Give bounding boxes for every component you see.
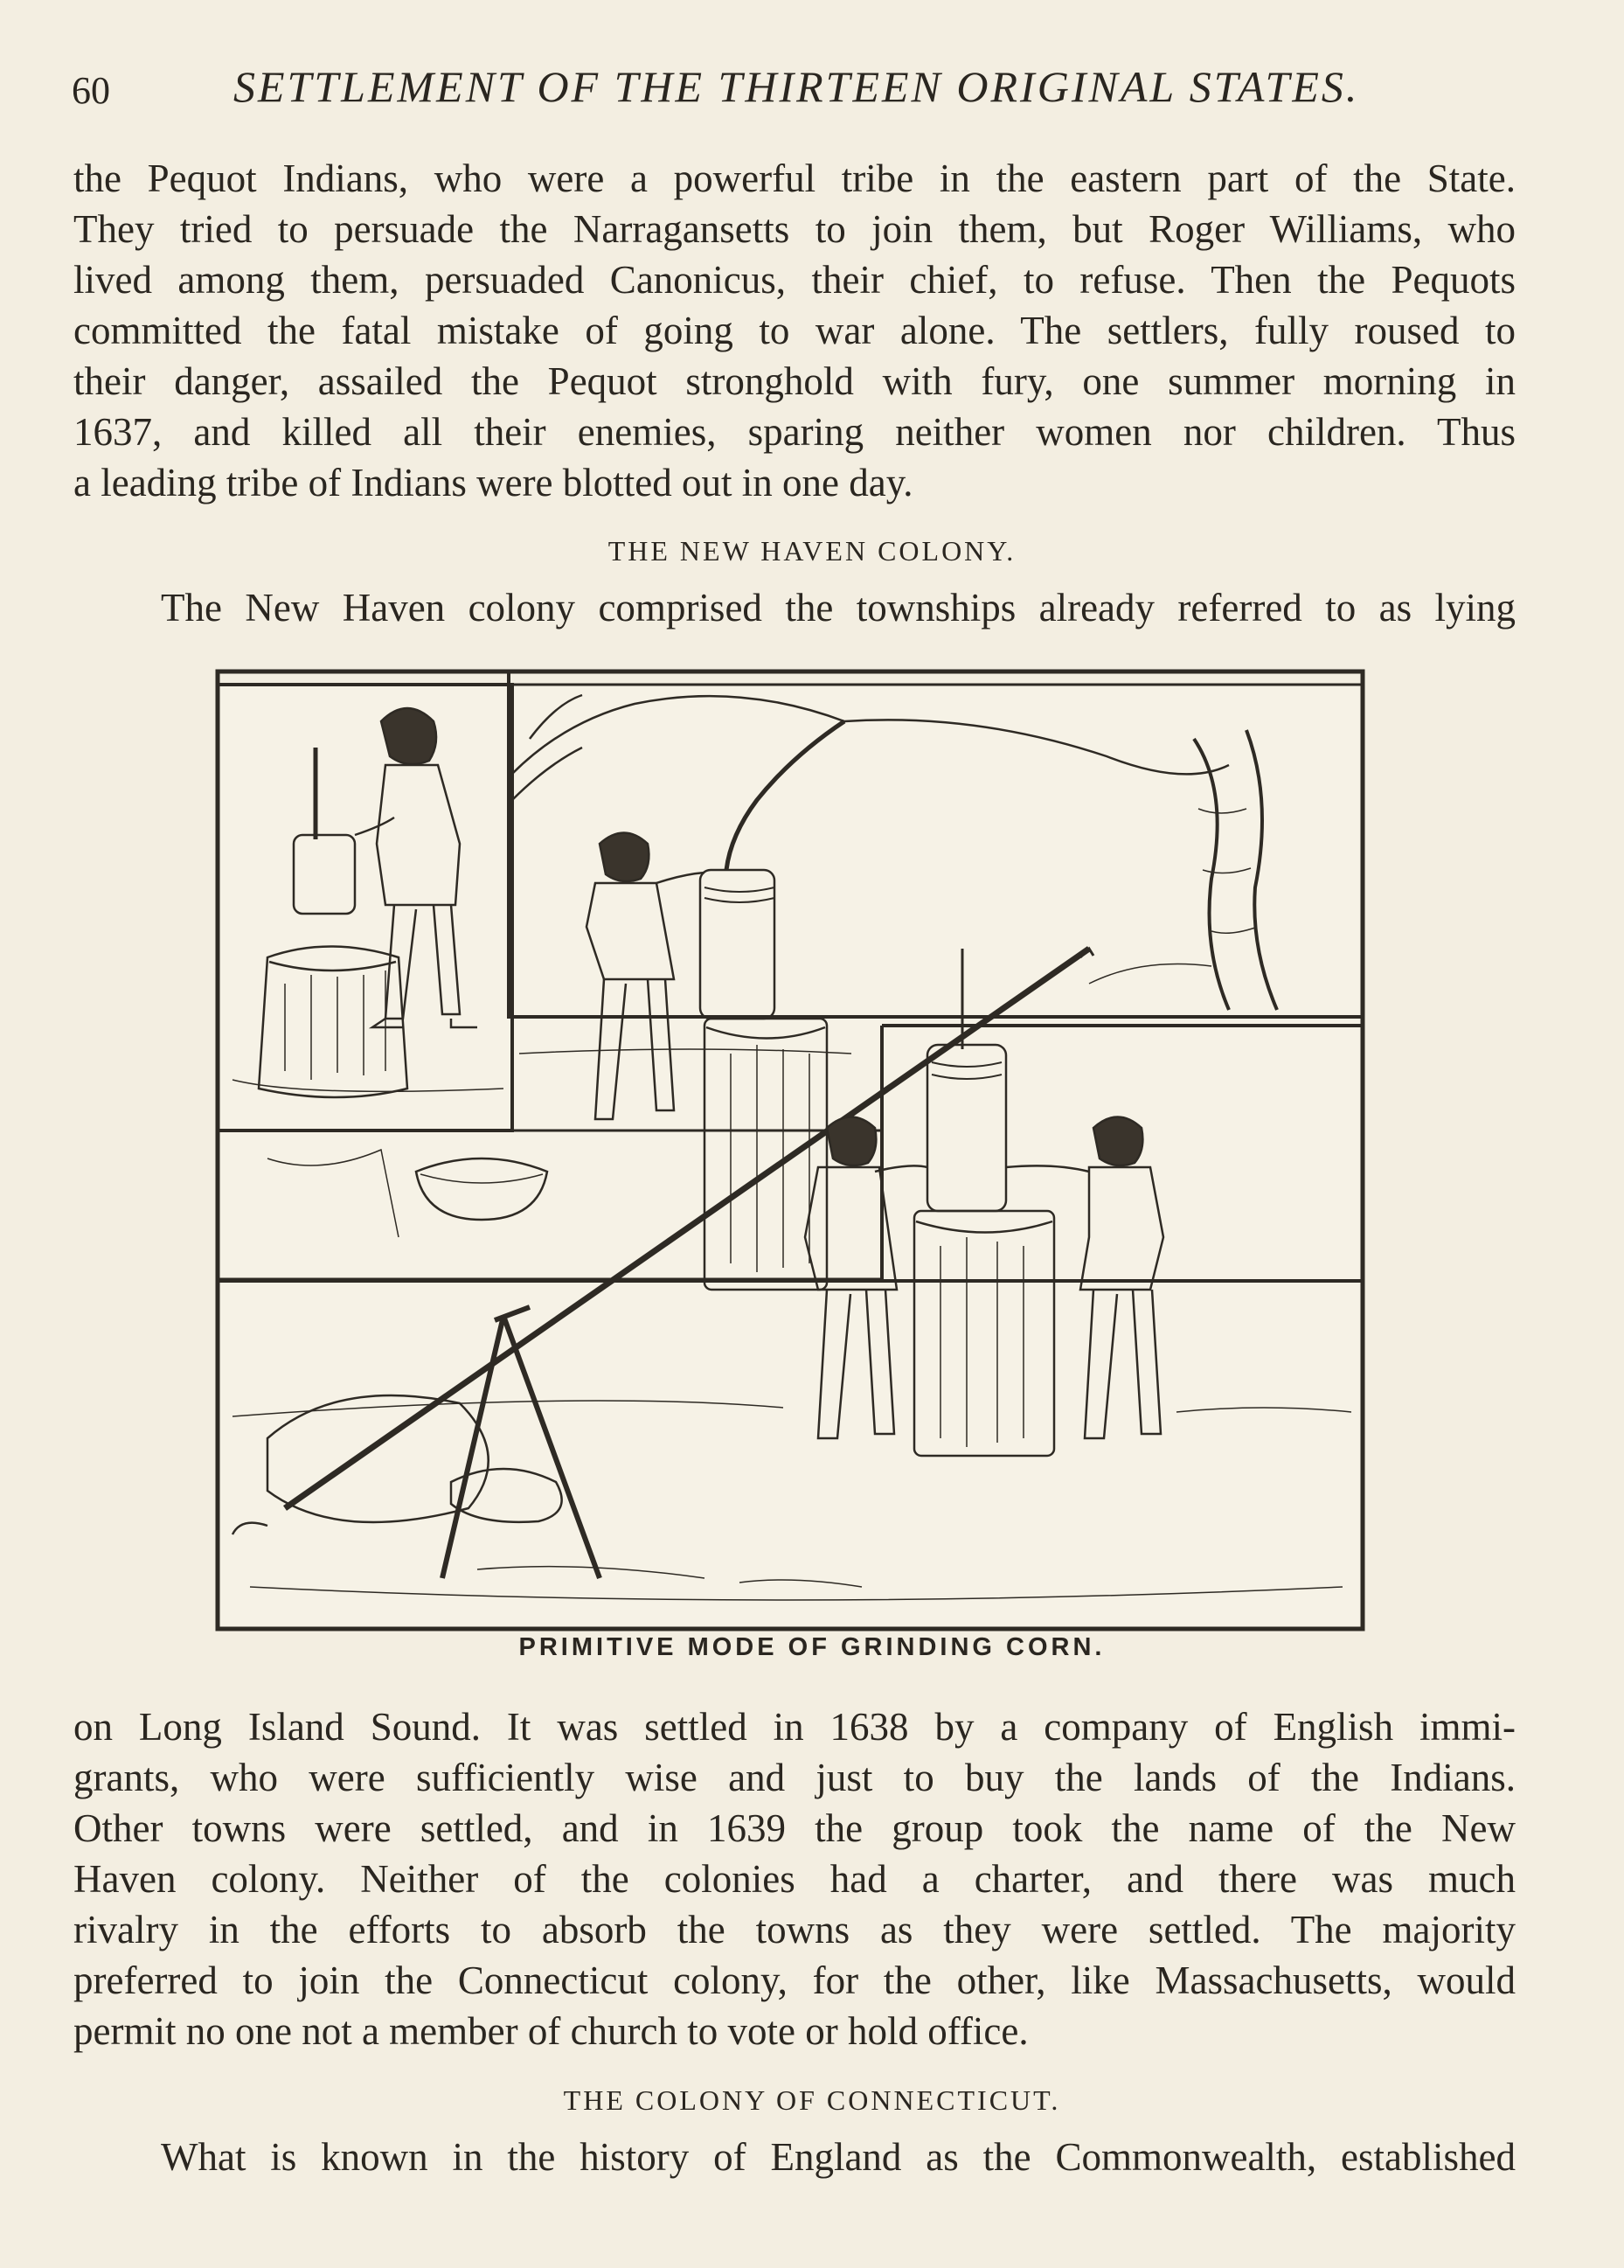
text-line: their danger, assailed the Pequot stronghold with fury, one summer morning in [73,359,1516,403]
paragraph-new-haven-start [161,582,1516,633]
text-line: permit no one not a member of church to vote or hold office. [73,2009,1029,2053]
running-head [72,61,1523,122]
text-line: the Pequot Indians, who were a powerful tribe in the eastern part of the State. [73,157,1516,200]
text-line: a leading tribe of Indians were blotted out in one day. [73,461,913,504]
running-title: SETTLEMENT OF THE THIRTEEN ORIGINAL STATES. [233,62,1360,111]
text-line: What is known in the history of England as the Commonwealth, established [161,2135,1516,2179]
figure-caption: PRIMITIVE MODE OF GRINDING CORN. [518,1633,1106,1661]
section-heading-new-haven: THE NEW HAVEN COLONY. [607,535,1017,567]
text-line: committed the fatal mistake of going to war alone. The settlers, fully roused to [73,309,1516,352]
text-line: preferred to join the Connecticut colony, for the other, like Massachusetts, would [73,1958,1516,2002]
paragraph-new-haven-settlement [73,1701,1516,2056]
text-line: Other towns were settled, and in 1639 the group took the name of the New [73,1806,1516,1850]
paragraph-connecticut-start [161,2132,1516,2182]
section-heading-connecticut: THE COLONY OF CONNECTICUT. [563,2084,1061,2116]
grinding-corn-illustration [215,669,1367,1632]
text-line: rivalry in the efforts to absorb the towns as they were settled. The majority [73,1908,1516,1951]
text-line: on Long Island Sound. It was settled in 1638 by a company of English immi- [73,1705,1516,1749]
text-line: lived among them, persuaded Canonicus, their chief, to refuse. Then the Pequots [73,258,1516,302]
text-line: Haven colony. Neither of the colonies had a charter, and there was much [73,1857,1516,1901]
text-line: grants, who were sufficiently wise and just to buy the lands of the Indians. [73,1756,1516,1799]
paragraph-pequot [73,153,1516,508]
page-number: 60 [72,69,110,112]
text-line: The New Haven colony comprised the townships already referred to as lying [161,586,1516,630]
text-line: They tried to persuade the Narragansetts to join them, but Roger Williams, who [73,207,1516,251]
text-line: 1637, and killed all their enemies, sparing neither women nor children. Thus [73,410,1516,454]
